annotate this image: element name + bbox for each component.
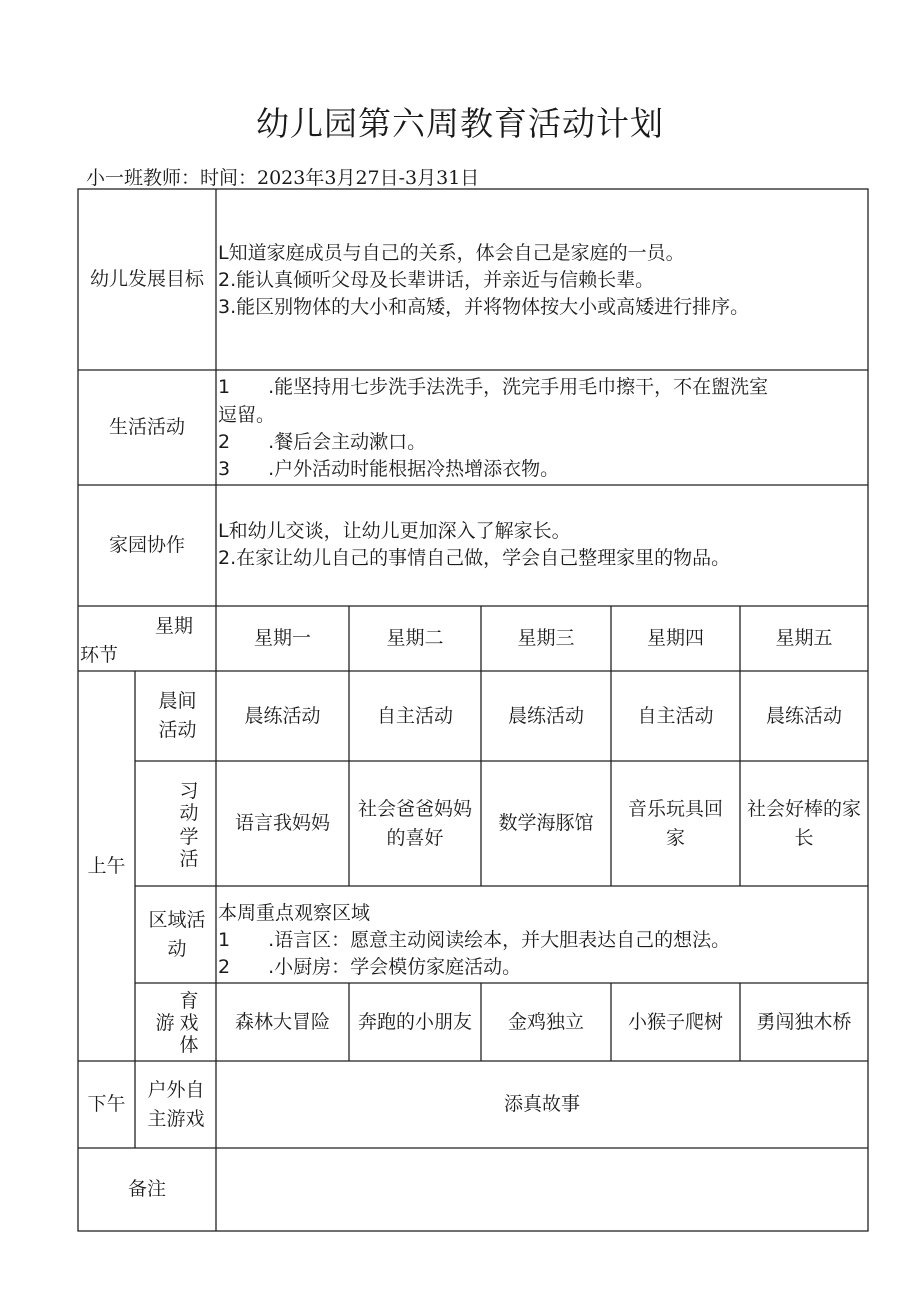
morning-activity-label: 晨间活动 <box>158 690 197 741</box>
morning-activity-cell: 自主活动 <box>376 704 453 727</box>
area-line-2: 1 .语言区：愿意主动阅读绘本，并大胆表达自己的想法。 <box>218 929 731 951</box>
afternoon-sub-label: 户外自主游戏 <box>147 1078 205 1130</box>
learning-label-char: 学 <box>179 826 199 848</box>
afternoon-content: 添真故事 <box>503 1093 580 1115</box>
life-label: 生活活动 <box>108 416 185 438</box>
pe-label-char: 游 <box>155 1012 175 1034</box>
morning-activity-cell: 晨练活动 <box>244 704 321 727</box>
area-line-1: 本周重点观察区域 <box>218 902 371 924</box>
corner-weekday: 星期 <box>155 615 194 637</box>
notes-content <box>216 1148 868 1231</box>
page-title: 幼儿园第六周教育活动计划 <box>256 104 664 143</box>
pe-label-col-2 <box>176 1012 202 1056</box>
class-date-line: 小一班教师：时间：2023年3月27日-3月31日 <box>86 167 480 189</box>
learning-cell: 社会爸爸妈妈的喜好 <box>357 797 472 849</box>
home-label: 家园协作 <box>108 534 185 556</box>
learning-label-char: 习 <box>179 780 199 802</box>
day-header: 星期五 <box>775 627 833 649</box>
life-line-3: 2 .餐后会主动漱口。 <box>218 431 427 453</box>
learning-cell: 音乐玩具回家 <box>627 797 723 849</box>
learning-cell: 社会好棒的家长 <box>746 797 861 849</box>
pe-label-char: 体 <box>179 1034 199 1056</box>
learning-label-col-2 <box>176 826 202 870</box>
morning-activity-cell: 晨练活动 <box>765 704 842 727</box>
home-line-1: L和幼儿交谈，让幼儿更加深入了解家长。 <box>218 520 571 542</box>
notes-label: 备注 <box>127 1178 166 1200</box>
morning-label: 上午 <box>87 854 126 877</box>
goals-line-3: 3.能区别物体的大小和高矮，并将物体按大小或高矮进行排序。 <box>218 296 750 318</box>
pe-cell: 森林大冒险 <box>234 1010 330 1033</box>
life-line-4: 3 .户外活动时能根据冷热增添衣物。 <box>218 458 560 480</box>
learning-cell: 语言我妈妈 <box>234 812 330 834</box>
afternoon-label: 下午 <box>87 1093 126 1115</box>
pe-label-top: 育 <box>179 990 199 1012</box>
corner-section: 环节 <box>80 644 119 666</box>
learning-label-char: 活 <box>179 848 199 870</box>
life-line-2: 逗留。 <box>218 404 276 426</box>
pe-label-col-1 <box>152 1012 178 1034</box>
day-header: 星期一 <box>253 627 311 649</box>
pe-cell: 奔跑的小朋友 <box>357 1010 472 1033</box>
pe-cell: 金鸡独立 <box>507 1010 584 1033</box>
area-line-3: 2 .小厨房：学会模仿家庭活动。 <box>218 956 522 978</box>
learning-cell: 数学海豚馆 <box>498 812 594 834</box>
goals-line-1: L知道家庭成员与自己的关系，体会自己是家庭的一员。 <box>218 242 685 264</box>
pe-cell: 小猴子爬树 <box>627 1010 723 1033</box>
pe-cell: 勇闯独木桥 <box>756 1010 852 1033</box>
day-header: 星期二 <box>386 627 444 649</box>
learning-label-col-1 <box>176 780 202 824</box>
learning-label-char: 动 <box>179 802 199 824</box>
area-label: 区域活动 <box>148 908 206 960</box>
day-header: 星期四 <box>646 627 704 649</box>
morning-activity-cell: 晨练活动 <box>507 704 584 727</box>
goals-label: 幼儿发展目标 <box>89 268 204 290</box>
morning-activity-cell: 自主活动 <box>637 704 714 727</box>
life-line-1: 1 .能坚持用七步洗手法洗手，洗完手用毛巾擦干，不在盥洗室 <box>218 376 769 398</box>
home-line-2: 2.在家让幼儿自己的事情自己做，学会自己整理家里的物品。 <box>218 547 731 569</box>
goals-line-2: 2.能认真倾听父母及长辈讲话，并亲近与信赖长辈。 <box>218 269 655 291</box>
pe-label-char: 戏 <box>179 1012 199 1034</box>
day-header: 星期三 <box>517 627 575 649</box>
